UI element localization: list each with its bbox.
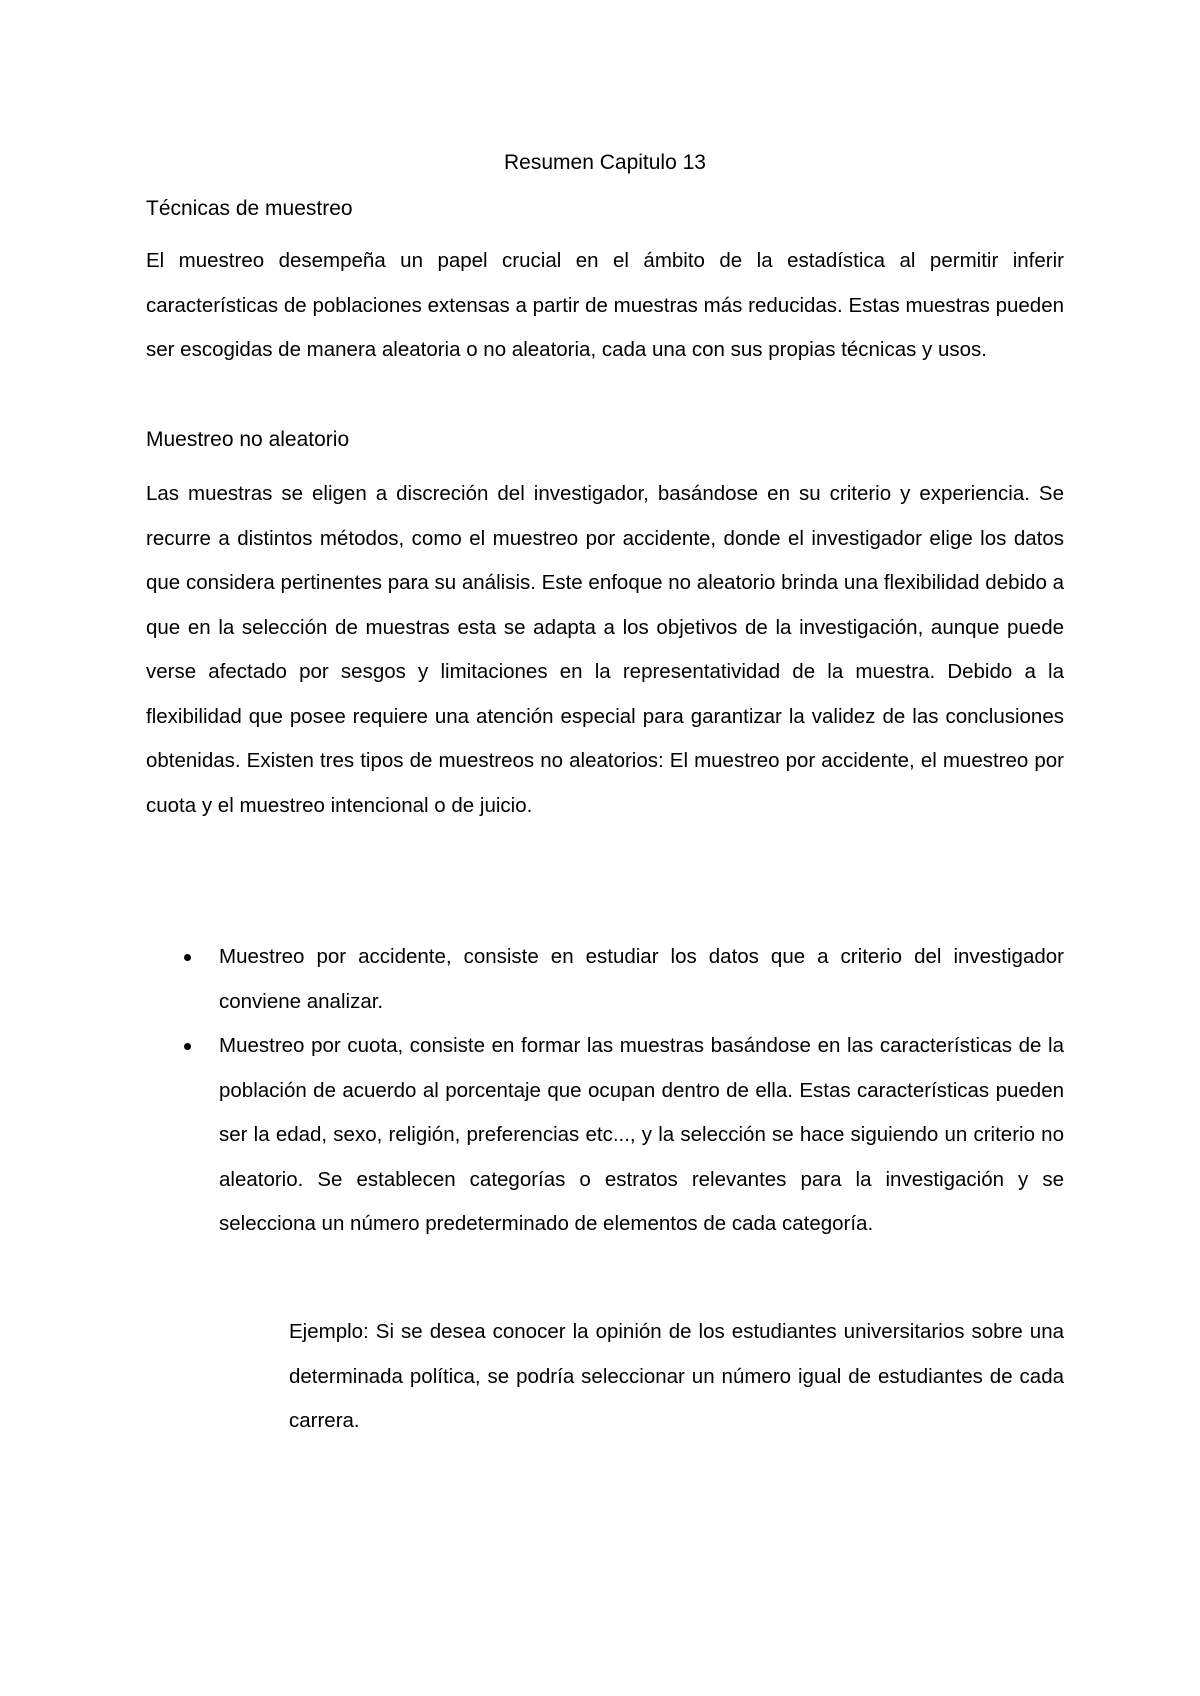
bullet-text-cuota: Muestreo por cuota, consiste en formar las muestras basándose en las características de la población de acuerdo al porcentaje que ocupan dentro de ella. Estas características pueden ser la edad, sexo, religión, preferencias etc..., y la selección se hace siguiendo un criterio no aleatorio. Se establecen categorías o estratos relevantes para la investigación y se selecciona un número predeterminado de elementos de cada categoría. (219, 1034, 1064, 1235)
paragraph-intro: El muestreo desempeña un papel crucial en el ámbito de la estadística al permitir inferir características de poblaciones extensas a partir de muestras más reducidas. Estas muestras pueden ser escogidas de manera aleatoria o no aleatoria, cada una con sus propias técnicas y usos. (146, 249, 1064, 361)
example-paragraph: Ejemplo: Si se desea conocer la opinión de los estudiantes universitarios sobre una determinada política, se podría seleccionar un número igual de estudiantes de cada carrera. (289, 1320, 1064, 1432)
bullet-list (146, 935, 1064, 1247)
section-heading-tecnicas: Técnicas de muestreo (146, 197, 353, 220)
list-item (146, 935, 1064, 1024)
bullet-text-accidente: Muestreo por accidente, consiste en estudiar los datos que a criterio del investigador conviene analizar. (219, 945, 1064, 1013)
bullet-dot-icon (184, 954, 191, 961)
bullet-dot-icon (184, 1043, 191, 1050)
list-item (146, 1024, 1064, 1247)
document-title: Resumen Capitulo 13 (504, 151, 706, 174)
section-heading-no-aleatorio: Muestreo no aleatorio (146, 428, 350, 451)
paragraph-no-aleatorio: Las muestras se eligen a discreción del investigador, basándose en su criterio y experiencia. Se recurre a distintos métodos, como el muestreo por accidente, donde el investigador elige los datos que considera pertinentes para su análisis. Este enfoque no aleatorio brinda una flexibilidad debido a que en la selección de muestras esta se adapta a los objetivos de la investigación, aunque puede verse afectado por sesgos y limitaciones en la representatividad de la muestra. Debido a la flexibilidad que posee requiere una atención especial para garantizar la validez de las conclusiones obtenidas. Existen tres tipos de muestreos no aleatorios: El muestreo por accidente, el muestreo por cuota y el muestreo intencional o de juicio. (146, 482, 1064, 817)
